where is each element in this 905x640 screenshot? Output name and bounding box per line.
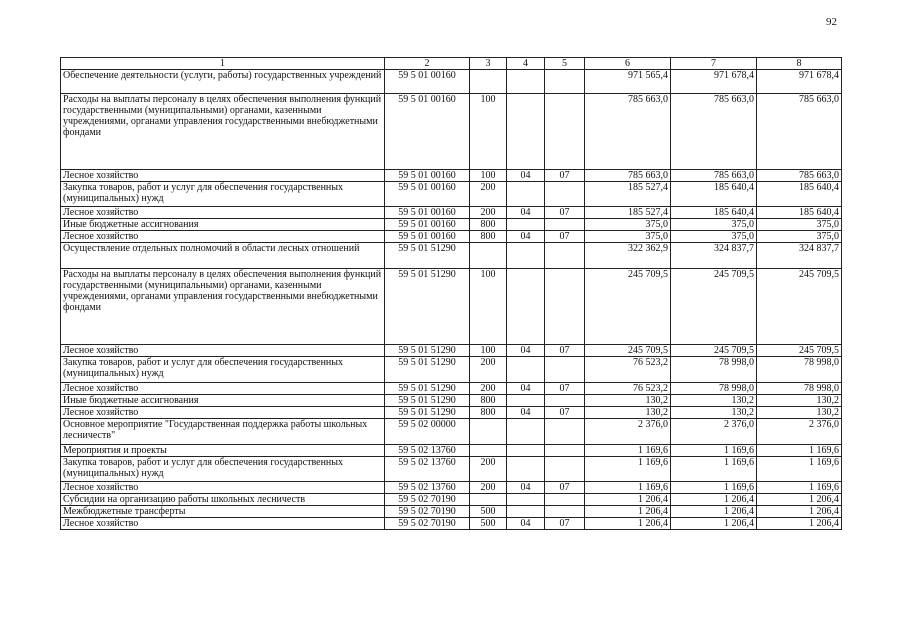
row-code: 59 5 01 00160 bbox=[385, 170, 470, 182]
table-row bbox=[61, 207, 842, 219]
row-expense-type bbox=[470, 419, 507, 445]
row-name: Лесное хозяйство bbox=[61, 383, 385, 395]
row-name: Лесное хозяйство bbox=[61, 407, 385, 419]
row-subsection bbox=[545, 419, 585, 445]
column-header: 7 bbox=[671, 58, 757, 70]
row-name: Обеспечение деятельности (услуги, работы) государственных учреждений bbox=[61, 70, 385, 94]
row-code: 59 5 01 00160 bbox=[385, 182, 470, 207]
row-code: 59 5 02 13760 bbox=[385, 457, 470, 482]
row-amount-col7: 1 206,4 bbox=[671, 518, 757, 530]
row-amount-col7: 1 206,4 bbox=[671, 506, 757, 518]
table-row bbox=[61, 395, 842, 407]
row-amount-col6: 322 362,9 bbox=[585, 243, 671, 269]
table-row bbox=[61, 231, 842, 243]
row-code: 59 5 01 51290 bbox=[385, 383, 470, 395]
row-expense-type bbox=[470, 445, 507, 457]
row-name: Лесное хозяйство bbox=[61, 482, 385, 494]
row-amount-col6: 785 663,0 bbox=[585, 170, 671, 182]
row-name: Осуществление отдельных полномочий в области лесных отношений bbox=[61, 243, 385, 269]
row-amount-col7: 785 663,0 bbox=[671, 170, 757, 182]
row-amount-col6: 971 565,4 bbox=[585, 70, 671, 94]
table-row bbox=[61, 445, 842, 457]
row-amount-col6: 245 709,5 bbox=[585, 269, 671, 345]
row-section bbox=[507, 70, 545, 94]
row-name: Закупка товаров, работ и услуг для обеспечения государственных (муниципальных) нужд bbox=[61, 457, 385, 482]
row-name: Мероприятия и проекты bbox=[61, 445, 385, 457]
row-section: 04 bbox=[507, 383, 545, 395]
row-section: 04 bbox=[507, 207, 545, 219]
row-name: Лесное хозяйство bbox=[61, 518, 385, 530]
row-expense-type: 500 bbox=[470, 506, 507, 518]
row-name: Основное мероприятие "Государственная поддержка работы школьных лесничеств" bbox=[61, 419, 385, 445]
row-amount-col8: 785 663,0 bbox=[757, 94, 842, 170]
row-code: 59 5 01 51290 bbox=[385, 395, 470, 407]
row-expense-type bbox=[470, 70, 507, 94]
row-section bbox=[507, 457, 545, 482]
row-subsection bbox=[545, 94, 585, 170]
table-row bbox=[61, 506, 842, 518]
row-name: Иные бюджетные ассигнования bbox=[61, 395, 385, 407]
row-amount-col7: 78 998,0 bbox=[671, 383, 757, 395]
row-expense-type: 200 bbox=[470, 482, 507, 494]
row-amount-col8: 78 998,0 bbox=[757, 357, 842, 383]
table-row bbox=[61, 407, 842, 419]
row-amount-col6: 245 709,5 bbox=[585, 345, 671, 357]
row-code: 59 5 02 00000 bbox=[385, 419, 470, 445]
row-subsection bbox=[545, 445, 585, 457]
table-row bbox=[61, 269, 842, 345]
row-amount-col6: 185 527,4 bbox=[585, 207, 671, 219]
row-expense-type: 800 bbox=[470, 231, 507, 243]
row-amount-col6: 130,2 bbox=[585, 407, 671, 419]
row-expense-type: 200 bbox=[470, 457, 507, 482]
row-amount-col8: 375,0 bbox=[757, 219, 842, 231]
row-name: Лесное хозяйство bbox=[61, 170, 385, 182]
row-section bbox=[507, 94, 545, 170]
row-section: 04 bbox=[507, 407, 545, 419]
row-code: 59 5 02 70190 bbox=[385, 506, 470, 518]
row-expense-type: 800 bbox=[470, 407, 507, 419]
column-header: 3 bbox=[470, 58, 507, 70]
row-amount-col6: 1 206,4 bbox=[585, 518, 671, 530]
row-section bbox=[507, 419, 545, 445]
row-name: Лесное хозяйство bbox=[61, 231, 385, 243]
row-subsection: 07 bbox=[545, 345, 585, 357]
row-section bbox=[507, 219, 545, 231]
table-row bbox=[61, 482, 842, 494]
header-row bbox=[61, 58, 842, 70]
row-code: 59 5 02 13760 bbox=[385, 445, 470, 457]
row-amount-col6: 1 169,6 bbox=[585, 482, 671, 494]
row-subsection bbox=[545, 395, 585, 407]
row-amount-col8: 1 206,4 bbox=[757, 518, 842, 530]
row-amount-col7: 78 998,0 bbox=[671, 357, 757, 383]
row-amount-col6: 76 523,2 bbox=[585, 357, 671, 383]
row-code: 59 5 01 00160 bbox=[385, 70, 470, 94]
row-section: 04 bbox=[507, 231, 545, 243]
row-subsection: 07 bbox=[545, 207, 585, 219]
row-amount-col8: 185 640,4 bbox=[757, 207, 842, 219]
row-name: Лесное хозяйство bbox=[61, 207, 385, 219]
table-row bbox=[61, 243, 842, 269]
table-row bbox=[61, 518, 842, 530]
table-row bbox=[61, 345, 842, 357]
row-amount-col7: 324 837,7 bbox=[671, 243, 757, 269]
row-amount-col8: 1 169,6 bbox=[757, 457, 842, 482]
row-amount-col6: 2 376,0 bbox=[585, 419, 671, 445]
row-amount-col6: 1 206,4 bbox=[585, 494, 671, 506]
row-amount-col8: 2 376,0 bbox=[757, 419, 842, 445]
row-expense-type: 100 bbox=[470, 94, 507, 170]
row-amount-col6: 1 206,4 bbox=[585, 506, 671, 518]
row-expense-type: 800 bbox=[470, 395, 507, 407]
row-expense-type bbox=[470, 243, 507, 269]
row-amount-col8: 130,2 bbox=[757, 395, 842, 407]
row-subsection bbox=[545, 182, 585, 207]
row-amount-col7: 245 709,5 bbox=[671, 345, 757, 357]
row-name: Субсидии на организацию работы школьных лесничеств bbox=[61, 494, 385, 506]
column-header: 1 bbox=[61, 58, 385, 70]
row-subsection bbox=[545, 457, 585, 482]
row-section bbox=[507, 445, 545, 457]
row-code: 59 5 02 70190 bbox=[385, 518, 470, 530]
row-amount-col8: 1 206,4 bbox=[757, 494, 842, 506]
row-amount-col7: 185 640,4 bbox=[671, 207, 757, 219]
row-expense-type: 200 bbox=[470, 182, 507, 207]
row-name: Закупка товаров, работ и услуг для обеспечения государственных (муниципальных) нужд bbox=[61, 182, 385, 207]
row-section bbox=[507, 182, 545, 207]
row-subsection: 07 bbox=[545, 482, 585, 494]
row-subsection: 07 bbox=[545, 170, 585, 182]
row-amount-col6: 375,0 bbox=[585, 231, 671, 243]
table-row bbox=[61, 457, 842, 482]
row-expense-type: 200 bbox=[470, 383, 507, 395]
row-section bbox=[507, 357, 545, 383]
row-expense-type: 100 bbox=[470, 170, 507, 182]
row-amount-col7: 1 206,4 bbox=[671, 494, 757, 506]
row-name: Расходы на выплаты персоналу в целях обеспечения выполнения функций государственными (муниципальными) органами, казенными учреждениями, органами управления государственными внебюджетными фондами bbox=[61, 94, 385, 170]
column-header: 5 bbox=[545, 58, 585, 70]
row-expense-type: 100 bbox=[470, 269, 507, 345]
row-amount-col7: 785 663,0 bbox=[671, 94, 757, 170]
table-row bbox=[61, 383, 842, 395]
row-subsection bbox=[545, 269, 585, 345]
row-section: 04 bbox=[507, 518, 545, 530]
row-expense-type: 800 bbox=[470, 219, 507, 231]
row-amount-col8: 1 169,6 bbox=[757, 445, 842, 457]
row-amount-col7: 1 169,6 bbox=[671, 457, 757, 482]
row-amount-col7: 185 640,4 bbox=[671, 182, 757, 207]
row-expense-type: 200 bbox=[470, 207, 507, 219]
table-row bbox=[61, 494, 842, 506]
row-code: 59 5 01 00160 bbox=[385, 219, 470, 231]
row-code: 59 5 01 00160 bbox=[385, 207, 470, 219]
row-subsection bbox=[545, 357, 585, 383]
column-header: 4 bbox=[507, 58, 545, 70]
row-amount-col7: 375,0 bbox=[671, 231, 757, 243]
row-section bbox=[507, 395, 545, 407]
row-amount-col8: 324 837,7 bbox=[757, 243, 842, 269]
row-code: 59 5 01 51290 bbox=[385, 243, 470, 269]
row-amount-col7: 1 169,6 bbox=[671, 445, 757, 457]
row-amount-col8: 785 663,0 bbox=[757, 170, 842, 182]
row-amount-col8: 245 709,5 bbox=[757, 269, 842, 345]
table-row bbox=[61, 70, 842, 94]
row-code: 59 5 02 70190 bbox=[385, 494, 470, 506]
row-amount-col8: 971 678,4 bbox=[757, 70, 842, 94]
row-name: Расходы на выплаты персоналу в целях обеспечения выполнения функций государственными (муниципальными) органами, казенными учреждениями, органами управления государственными внебюджетными фондами bbox=[61, 269, 385, 345]
row-amount-col6: 130,2 bbox=[585, 395, 671, 407]
row-amount-col6: 1 169,6 bbox=[585, 445, 671, 457]
row-section bbox=[507, 243, 545, 269]
row-amount-col7: 1 169,6 bbox=[671, 482, 757, 494]
row-section: 04 bbox=[507, 345, 545, 357]
row-subsection: 07 bbox=[545, 407, 585, 419]
row-amount-col8: 375,0 bbox=[757, 231, 842, 243]
row-subsection bbox=[545, 243, 585, 269]
row-code: 59 5 01 00160 bbox=[385, 94, 470, 170]
row-amount-col8: 1 169,6 bbox=[757, 482, 842, 494]
row-section bbox=[507, 269, 545, 345]
row-subsection bbox=[545, 506, 585, 518]
row-subsection bbox=[545, 219, 585, 231]
table-row bbox=[61, 419, 842, 445]
row-subsection: 07 bbox=[545, 383, 585, 395]
row-amount-col7: 130,2 bbox=[671, 407, 757, 419]
row-code: 59 5 01 51290 bbox=[385, 407, 470, 419]
row-amount-col6: 1 169,6 bbox=[585, 457, 671, 482]
row-amount-col6: 76 523,2 bbox=[585, 383, 671, 395]
row-name: Межбюджетные трансферты bbox=[61, 506, 385, 518]
row-subsection: 07 bbox=[545, 518, 585, 530]
row-expense-type: 100 bbox=[470, 345, 507, 357]
row-amount-col8: 130,2 bbox=[757, 407, 842, 419]
row-section bbox=[507, 506, 545, 518]
row-section: 04 bbox=[507, 482, 545, 494]
row-amount-col6: 185 527,4 bbox=[585, 182, 671, 207]
table-row bbox=[61, 170, 842, 182]
row-name: Иные бюджетные ассигнования bbox=[61, 219, 385, 231]
row-name: Лесное хозяйство bbox=[61, 345, 385, 357]
row-amount-col7: 971 678,4 bbox=[671, 70, 757, 94]
row-subsection bbox=[545, 70, 585, 94]
table-row bbox=[61, 94, 842, 170]
column-header: 6 bbox=[585, 58, 671, 70]
row-expense-type bbox=[470, 494, 507, 506]
row-code: 59 5 01 00160 bbox=[385, 231, 470, 243]
row-amount-col6: 375,0 bbox=[585, 219, 671, 231]
row-amount-col8: 78 998,0 bbox=[757, 383, 842, 395]
row-subsection: 07 bbox=[545, 231, 585, 243]
row-code: 59 5 02 13760 bbox=[385, 482, 470, 494]
table-row bbox=[61, 182, 842, 207]
row-code: 59 5 01 51290 bbox=[385, 357, 470, 383]
column-header: 8 bbox=[757, 58, 842, 70]
row-amount-col7: 245 709,5 bbox=[671, 269, 757, 345]
row-code: 59 5 01 51290 bbox=[385, 269, 470, 345]
row-amount-col8: 185 640,4 bbox=[757, 182, 842, 207]
table-row bbox=[61, 219, 842, 231]
row-expense-type: 500 bbox=[470, 518, 507, 530]
row-name: Закупка товаров, работ и услуг для обеспечения государственных (муниципальных) нужд bbox=[61, 357, 385, 383]
row-amount-col8: 245 709,5 bbox=[757, 345, 842, 357]
row-amount-col6: 785 663,0 bbox=[585, 94, 671, 170]
page-number: 92 bbox=[826, 16, 837, 28]
row-section: 04 bbox=[507, 170, 545, 182]
row-expense-type: 200 bbox=[470, 357, 507, 383]
row-amount-col7: 375,0 bbox=[671, 219, 757, 231]
row-subsection bbox=[545, 494, 585, 506]
row-section bbox=[507, 494, 545, 506]
row-amount-col8: 1 206,4 bbox=[757, 506, 842, 518]
row-code: 59 5 01 51290 bbox=[385, 345, 470, 357]
column-header: 2 bbox=[385, 58, 470, 70]
row-amount-col7: 2 376,0 bbox=[671, 419, 757, 445]
row-amount-col7: 130,2 bbox=[671, 395, 757, 407]
table-row bbox=[61, 357, 842, 383]
budget-table bbox=[60, 57, 842, 530]
